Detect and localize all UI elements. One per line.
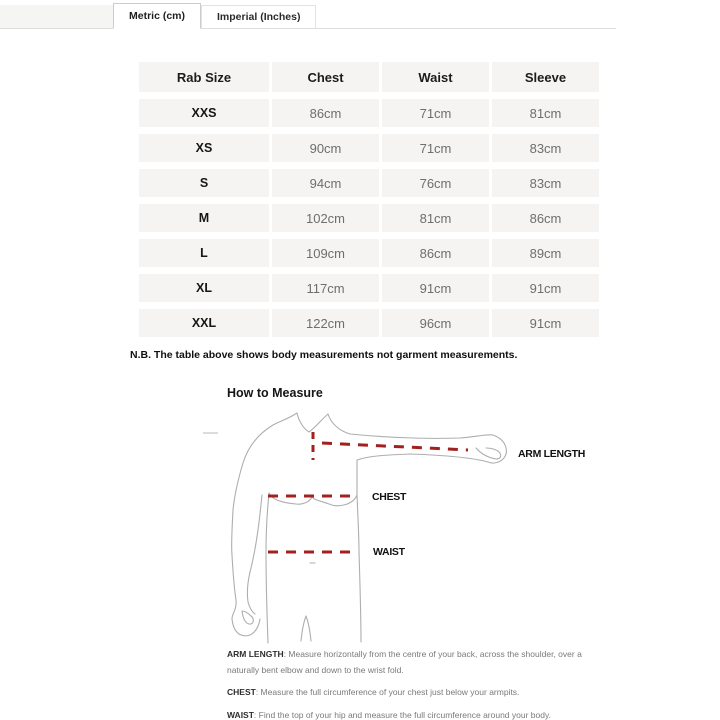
chest-value: 86cm [272, 99, 379, 127]
chest-value: 94cm [272, 169, 379, 197]
waist-value: 96cm [382, 309, 489, 337]
col-header-rab-size: Rab Size [139, 62, 269, 92]
waist-instruction-label: WAIST [227, 709, 254, 720]
tab-metric-label: Metric (cm) [129, 10, 186, 22]
chest-value: 109cm [272, 239, 379, 267]
size-label: XS [139, 134, 269, 162]
chest-label: CHEST [372, 491, 407, 503]
chest-value: 102cm [272, 204, 379, 232]
col-header-sleeve: Sleeve [492, 62, 599, 92]
sleeve-value: 91cm [492, 309, 599, 337]
waist-value: 91cm [382, 274, 489, 302]
sleeve-value: 86cm [492, 204, 599, 232]
table-row [139, 239, 599, 267]
tab-imperial-label: Imperial (Inches) [217, 11, 301, 23]
how-to-measure-title: How to Measure [227, 386, 323, 400]
waist-label: WAIST [373, 546, 405, 558]
table-row [139, 204, 599, 232]
measuring-instructions [227, 647, 609, 720]
size-label: XL [139, 274, 269, 302]
arm-length-line [322, 443, 468, 450]
arm-length-instruction-label: ARM LENGTH [227, 649, 284, 659]
sleeve-value: 91cm [492, 274, 599, 302]
waist-value: 76cm [382, 169, 489, 197]
arm-length-instruction [227, 647, 609, 678]
waist-value: 86cm [382, 239, 489, 267]
table-row [139, 99, 599, 127]
body-outline-figure [232, 413, 507, 643]
chest-value: 90cm [272, 134, 379, 162]
chest-value: 122cm [272, 309, 379, 337]
measurement-lines [268, 432, 468, 552]
table-row [139, 134, 599, 162]
body-measurements-note: N.B. The table above shows body measurements not garment measurements. [130, 349, 518, 361]
table-header-row [139, 62, 599, 92]
measurement-diagram [200, 405, 590, 650]
size-table [136, 55, 602, 344]
waist-value: 71cm [382, 134, 489, 162]
table-row [139, 309, 599, 337]
arm-length-label: ARM LENGTH [518, 448, 585, 460]
unit-tabs [0, 4, 616, 29]
tab-imperial[interactable] [201, 5, 316, 28]
chest-value: 117cm [272, 274, 379, 302]
chest-instruction [227, 685, 609, 701]
table-row [139, 274, 599, 302]
chest-instruction-text: : Measure the full circumference of your chest just below your armpits. [255, 687, 520, 697]
waist-value: 71cm [382, 99, 489, 127]
waist-instruction-text: : Find the top of your hip and measure the full circumference around your body. [253, 709, 551, 720]
col-header-waist: Waist [382, 62, 489, 92]
size-label: XXS [139, 99, 269, 127]
tabbar-leading-strip [0, 5, 113, 28]
size-label: L [139, 239, 269, 267]
sleeve-value: 83cm [492, 134, 599, 162]
size-label: XXL [139, 309, 269, 337]
waist-instruction [227, 708, 609, 720]
table-row [139, 169, 599, 197]
col-header-chest: Chest [272, 62, 379, 92]
size-label: S [139, 169, 269, 197]
arm-length-instruction-text: : Measure horizontally from the centre of your back, across the shoulder, over a naturally bent elbow and down to the wrist fold. [227, 649, 582, 675]
sleeve-value: 81cm [492, 99, 599, 127]
chest-instruction-label: CHEST [227, 687, 256, 697]
sleeve-value: 89cm [492, 239, 599, 267]
sleeve-value: 83cm [492, 169, 599, 197]
waist-value: 81cm [382, 204, 489, 232]
tab-metric[interactable] [113, 3, 201, 29]
size-label: M [139, 204, 269, 232]
